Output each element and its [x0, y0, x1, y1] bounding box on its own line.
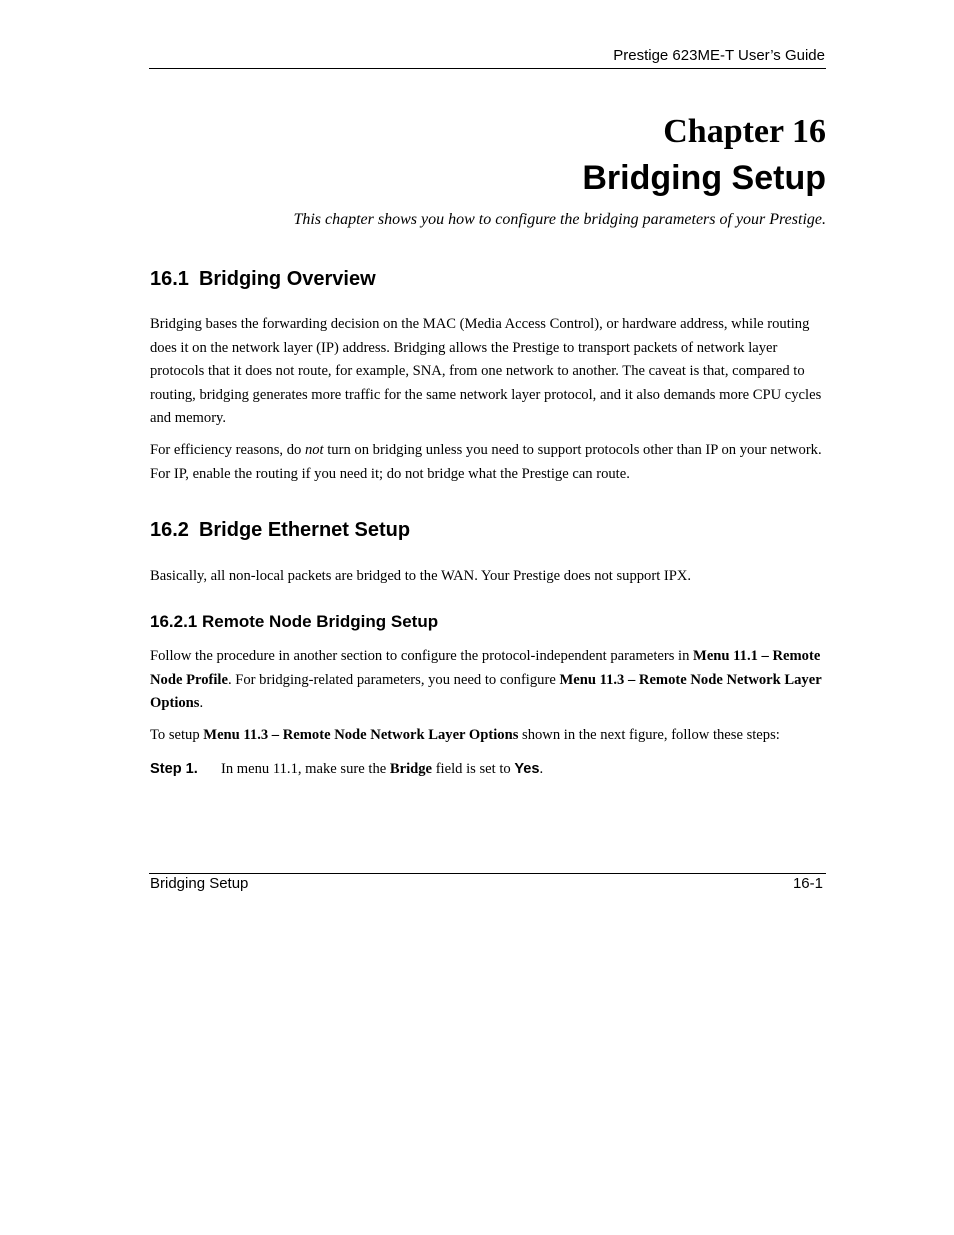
bold-value: Yes — [514, 761, 540, 777]
bold-field-name: Bridge — [389, 761, 433, 777]
paragraph-efficiency — [150, 439, 830, 486]
step-label: Step 1. — [150, 761, 198, 777]
bold-menu-ref: Menu 11.3 – Remote Node Network Layer Options — [203, 727, 519, 743]
section-heading-bridge-ethernet — [150, 519, 410, 542]
text-run: shown in the next figure, follow these steps: — [518, 727, 780, 743]
text-run: For efficiency reasons, do — [150, 442, 305, 458]
header-rule — [149, 68, 826, 69]
section-heading-bridging-overview — [150, 268, 376, 291]
chapter-title: Bridging Setup — [582, 159, 826, 197]
text-run: . For bridging-related parameters, you need to configure — [227, 671, 560, 688]
paragraph-overview: Bridging bases the forwarding decision on the MAC (Media Access Control), or hardware address, while routing does it on the network layer (IP) address. Bridging allows the Prestige to transport packets of network layer protocols that it does not route, for example, SNA, from one network to another. The caveat is that, compared to routing, bridging generates more traffic for the same network layer protocol, and it also demands more CPU cycles and memory. — [150, 316, 822, 426]
paragraph-remote-node — [150, 645, 826, 716]
running-header: Prestige 623ME-T User’s Guide — [613, 47, 825, 64]
step-1 — [150, 758, 543, 782]
text-run: . — [199, 695, 204, 711]
text-run: In menu 11.1, make sure the — [221, 761, 390, 777]
section-title: Bridging Overview — [198, 268, 376, 290]
text-run: To setup — [150, 727, 204, 743]
paragraph-setup — [150, 724, 830, 748]
bold-menu-ref: Menu 11.3 – Remote Node Network Layer Options — [150, 671, 822, 711]
text-run: field is set to — [432, 761, 515, 777]
paragraph-ethernet: Basically, all non-local packets are bridged to the WAN. Your Prestige does not support IPX. — [150, 568, 692, 584]
section-title: Bridge Ethernet Setup — [198, 519, 411, 541]
footer-rule — [149, 873, 826, 874]
subsection-heading: 16.2.1 Remote Node Bridging Setup — [150, 612, 439, 631]
section-number: 16.2 — [150, 519, 189, 541]
text-run: turn on bridging unless you need to support protocols other than IP on your network. For IP, enable the routing if you need it; do not bridge what the Prestige can route. — [150, 442, 822, 482]
chapter-number: Chapter 16 — [663, 113, 826, 150]
footer-page-number: 16-1 — [792, 875, 823, 892]
footer-section-name: Bridging Setup — [150, 875, 249, 892]
text-run: . — [539, 761, 544, 777]
emphasis-text: not — [304, 442, 324, 458]
section-number: 16.1 — [150, 268, 189, 290]
chapter-intro: This chapter shows you how to configure the bridging parameters of your Prestige. — [293, 211, 826, 228]
bold-menu-ref: Menu 11.1 – Remote Node Profile — [150, 648, 821, 688]
text-run: Follow the procedure in another section to configure the protocol-independent parameters in — [150, 648, 694, 664]
